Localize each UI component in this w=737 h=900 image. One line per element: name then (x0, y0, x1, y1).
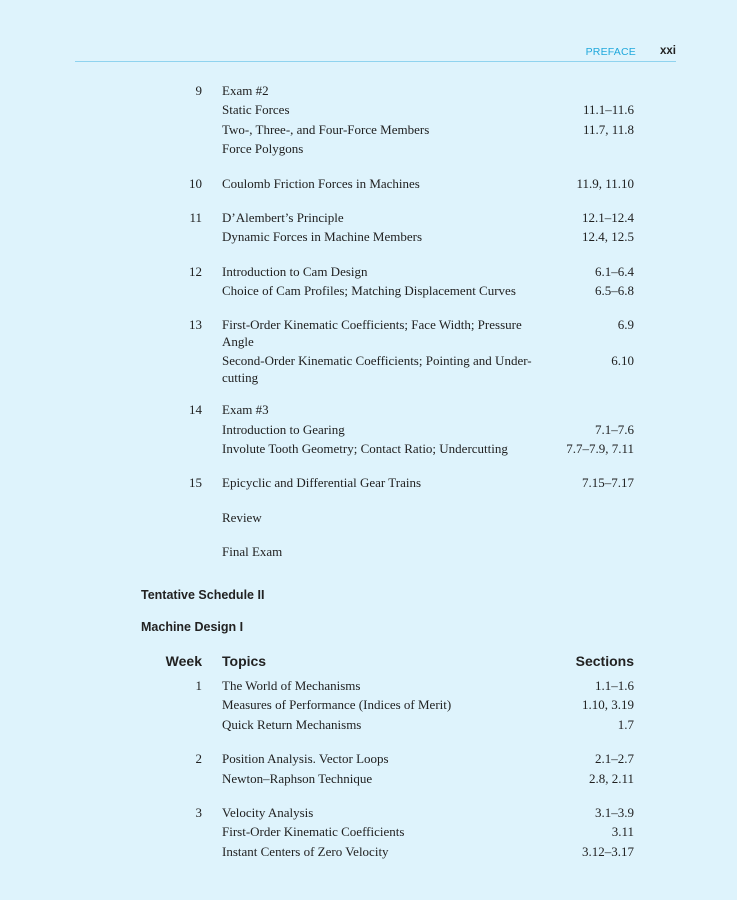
sections-cell: 6.9 (617, 317, 634, 332)
page-header (75, 45, 676, 62)
sections-cell: 3.12–3.17 (582, 844, 634, 859)
week-cell: 14 (189, 402, 202, 417)
topic-cell: D’Alembert’s Principle (222, 210, 344, 225)
sections-cell: 3.11 (611, 824, 634, 839)
week-cell: 10 (189, 176, 202, 191)
topic-cell: Dynamic Forces in Machine Members (222, 229, 423, 244)
topic-cell: Position Analysis. Vector Loops (222, 751, 389, 766)
sections-cell: 3.1–3.9 (595, 805, 634, 820)
topic-cell: Angle (222, 334, 254, 349)
sections-cell: 1.1–1.6 (595, 678, 634, 693)
topic-cell: Quick Return Mechanisms (222, 717, 362, 732)
sections-cell: 1.10, 3.19 (582, 697, 634, 712)
week-cell: 12 (189, 264, 202, 279)
sections-cell: 11.9, 11.10 (576, 176, 634, 191)
week-cell: 3 (195, 805, 202, 820)
topic-cell: Newton–Raphson Technique (222, 771, 373, 786)
sections-cell: 6.5–6.8 (595, 283, 634, 298)
week-cell: 9 (195, 83, 202, 98)
topic-cell: Introduction to Cam Design (222, 264, 368, 279)
schedule-title: Tentative Schedule II (141, 588, 265, 602)
column-header-week: Week (165, 653, 202, 669)
topic-cell: Choice of Cam Profiles; Matching Displacement Curves (222, 283, 516, 298)
topic-cell: Epicyclic and Differential Gear Trains (222, 475, 422, 490)
topic-cell: Coulomb Friction Forces in Machines (222, 176, 420, 191)
topic-cell: Velocity Analysis (222, 805, 314, 820)
column-header-sections: Sections (575, 653, 634, 669)
topic-cell: Introduction to Gearing (222, 422, 345, 437)
sections-cell: 1.7 (617, 717, 634, 732)
sections-cell: 11.7, 11.8 (582, 122, 634, 137)
topic-cell: Second-Order Kinematic Coefficients; Pointing and Under- (222, 353, 532, 368)
week-cell: 15 (189, 475, 202, 490)
column-header-topics: Topics (222, 653, 267, 669)
topic-cell: Two-, Three-, and Four-Force Members (222, 122, 430, 137)
topic-cell: Exam #2 (222, 83, 269, 98)
sections-cell: 6.1–6.4 (595, 264, 634, 279)
page-number: xxi (660, 45, 676, 57)
topic-cell: Review (222, 510, 262, 525)
sections-cell: 12.1–12.4 (582, 210, 634, 225)
topic-cell: Static Forces (222, 102, 290, 117)
topic-cell: Final Exam (222, 544, 283, 559)
sections-cell: 2.8, 2.11 (588, 771, 634, 786)
sections-cell: 6.10 (611, 353, 634, 368)
topic-cell: First-Order Kinematic Coefficients (222, 824, 405, 839)
sections-cell: 7.7–7.9, 7.11 (566, 441, 634, 456)
sections-cell: 12.4, 12.5 (582, 229, 634, 244)
week-cell: 11 (189, 210, 202, 225)
sections-cell: 2.1–2.7 (595, 751, 634, 766)
topic-cell: Force Polygons (222, 141, 304, 156)
sections-cell: 11.1–11.6 (582, 102, 634, 117)
topic-cell: Exam #3 (222, 402, 269, 417)
topic-cell: The World of Mechanisms (222, 678, 361, 693)
week-cell: 13 (189, 317, 202, 332)
topic-cell: First-Order Kinematic Coefficients; Face Width; Pressure (222, 317, 522, 332)
topic-cell: Measures of Performance (Indices of Merit) (222, 697, 452, 712)
week-cell: 1 (195, 678, 202, 693)
week-cell: 2 (195, 751, 202, 766)
topic-cell: cutting (222, 370, 259, 385)
running-head: PREFACE (585, 46, 636, 58)
sections-cell: 7.1–7.6 (595, 422, 634, 437)
sections-cell: 7.15–7.17 (582, 475, 634, 490)
course-title: Machine Design I (141, 620, 244, 634)
topic-cell: Instant Centers of Zero Velocity (222, 844, 389, 859)
topic-cell: Involute Tooth Geometry; Contact Ratio; Undercutting (222, 441, 508, 456)
